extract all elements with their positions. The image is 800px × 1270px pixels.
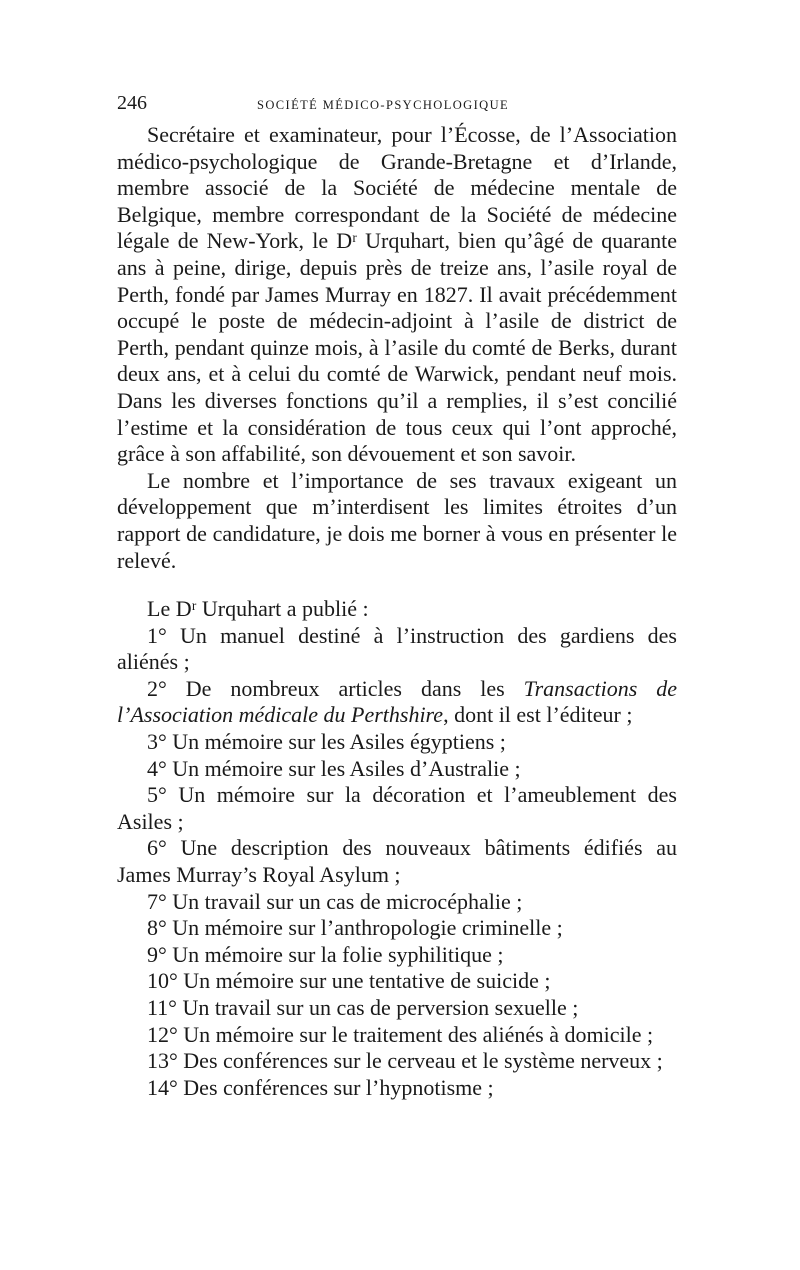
list-item-5: 5° Un mémoire sur la décoration et l’ameublement des Asiles ; — [117, 782, 677, 834]
list-item-7: 7° Un travail sur un cas de microcéphalie ; — [147, 888, 523, 914]
page-header — [117, 92, 677, 118]
body-text — [117, 122, 677, 1101]
page-number: 246 — [117, 92, 147, 114]
list-item-4: 4° Un mémoire sur les Asiles d’Australie ; — [147, 755, 521, 781]
paragraph-3: Le Dʳ Urquhart a publié : — [147, 596, 369, 622]
list-item-12: 12° Un mémoire sur le traitement des aliénés à domicile ; — [147, 1021, 654, 1047]
running-head: SOCIÉTÉ MÉDICO-PSYCHOLOGIQUE — [257, 98, 510, 112]
paragraph-2: Le nombre et l’importance de ses travaux exigeant un développement que m’interdisent les limites étroites d’un rapport de candidature, je dois me borner à vous en présenter le relevé. — [117, 467, 677, 573]
list-item-14: 14° Des conférences sur l’hypnotisme ; — [147, 1074, 494, 1100]
list-item-9: 9° Un mémoire sur la folie syphilitique ; — [147, 941, 504, 967]
list-item-1: 1° Un manuel destiné à l’instruction des gardiens des aliénés ; — [117, 622, 677, 675]
paragraph-gap — [117, 574, 677, 596]
list-item-3: 3° Un mémoire sur les Asiles égyptiens ; — [147, 729, 506, 755]
list-item-8: 8° Un mémoire sur l’anthropologie criminelle ; — [147, 915, 563, 941]
list-item-2-prefix: 2° De nombreux articles dans les — [147, 675, 524, 701]
list-item-2 — [117, 676, 677, 729]
list-item-11: 11° Un travail sur un cas de perversion sexuelle ; — [147, 995, 579, 1020]
list-item-2-suffix: , dont il est l’éditeur ; — [443, 702, 633, 728]
list-item-10: 10° Un mémoire sur une tentative de suicide ; — [147, 968, 551, 994]
list-item-2-title: Transactions de l’Association médicale du Perthshire — [117, 675, 677, 728]
paragraph-1: Secrétaire et examinateur, pour l’Écosse, de l’Association médico-psychologique de Grande-Bretagne et d’Irlande, membre associé de la Société de médecine mentale de Belgique, membre correspondant de la Société de médecine légale de New-York, le Dʳ Urquhart, bien qu’âgé de quarante ans à peine, dirige, depuis près de treize ans, l’asile royal de Perth, fondé par James Murray en 1827. Il avait précédemment occupé le poste de médecin-adjoint à l’asile de district de Perth, pendant quinze mois, à l’asile du comté de Berks, durant deux ans, et à celui du comté de Warwick, pendant neuf mois. Dans les diverses fonctions qu’il a remplies, il s’est concilié l’estime et la considération de tous ceux qui l’ont approché, grâce à son affabilité, son dévouement et son savoir. — [117, 122, 677, 467]
list-item-6: 6° Une description des nouveaux bâtiments édifiés au James Murray’s Royal Asylum ; — [117, 835, 677, 888]
list-item-13: 13° Des conférences sur le cerveau et le système nerveux ; — [147, 1048, 663, 1074]
